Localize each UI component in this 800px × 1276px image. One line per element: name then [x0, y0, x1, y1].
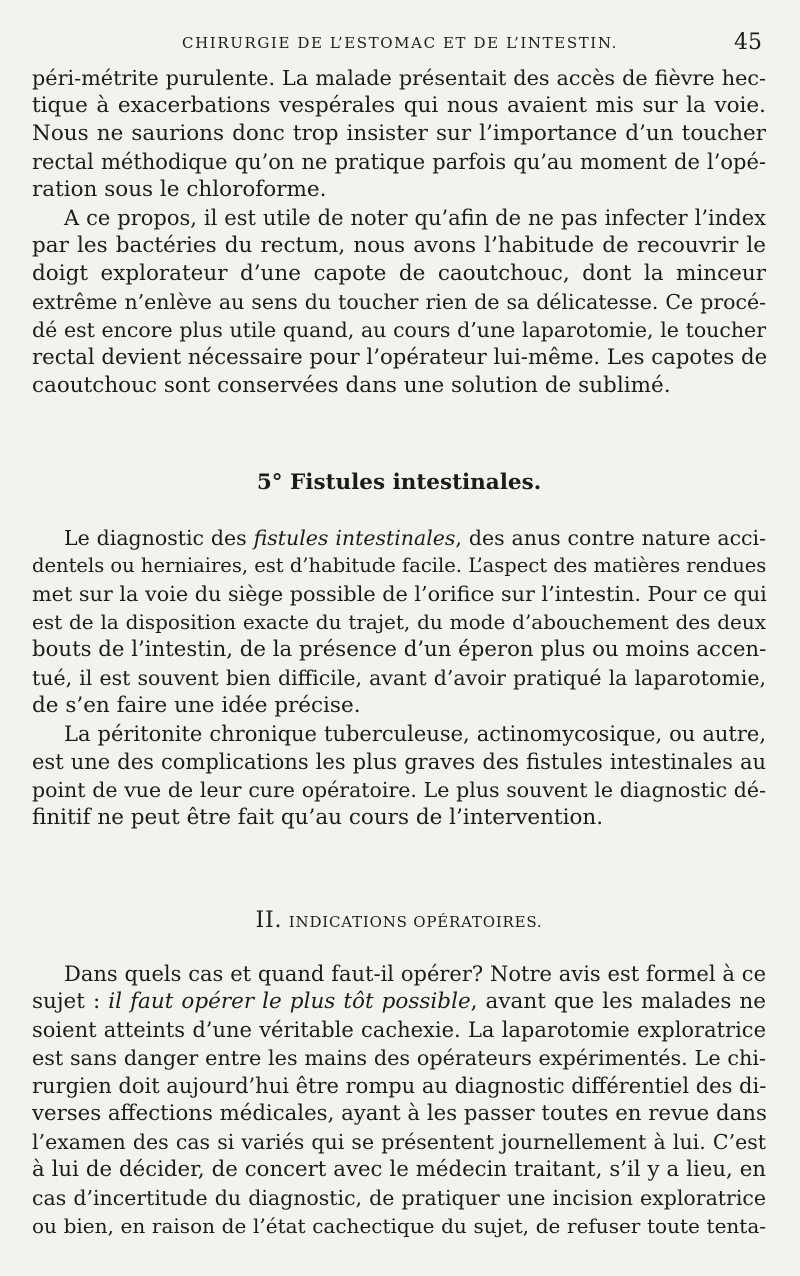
text-line	[32, 524, 766, 552]
section-number: 5°	[256, 470, 283, 495]
text-line: rectal devient nécessaire pour l’opérateur lui-même. Les capotes de	[32, 345, 768, 370]
text-line: l’examen des cas si variés qui se présentent journellement à lui. C’est	[32, 1130, 766, 1154]
text-line: ou bien, en raison de l’état cachectique du sujet, de refuser toute tenta-	[32, 1214, 766, 1238]
text-line: verses affections médicales, ayant à les passer toutes en revue dans	[32, 1101, 767, 1126]
paragraph-5	[32, 960, 766, 1240]
text-run: , des anus contre nature acci-	[455, 526, 767, 550]
running-head	[32, 30, 768, 56]
text-line: par les bactéries du rectum, nous avons l’habitude de recouvrir le	[32, 233, 766, 258]
text-line: soient atteints d’une véritable cachexie. La laparotomie exploratrice	[32, 1018, 766, 1042]
section-heading-indications	[32, 908, 766, 933]
text-line: point de vue de leur cure opératoire. Le plus souvent le diagnostic dé-	[32, 778, 766, 802]
italic-term: fistules intestinales	[253, 526, 456, 550]
text-line	[32, 988, 766, 1016]
section-title	[289, 913, 543, 931]
text-line: à lui de décider, de concert avec le médecin traitant, s’il y a lieu, en	[32, 1157, 766, 1182]
paragraph-1	[32, 64, 766, 204]
text-run: Le diagnostic des	[64, 526, 254, 550]
text-line: cas d’incertitude du diagnostic, de pratiquer une incision exploratrice	[32, 1186, 766, 1210]
text-line: finitif ne peut être fait qu’au cours de l’intervention.	[32, 805, 604, 830]
text-line: rectal méthodique qu’on ne pratique parfois qu’au moment de l’opé-	[32, 150, 766, 174]
text-run: sujet :	[32, 989, 109, 1014]
text-line: Nous ne saurions donc trop insister sur l’importance d’un toucher	[32, 121, 766, 146]
text-line: péri-métrite purulente. La malade présentait des accès de fièvre hec-	[32, 66, 766, 90]
text-line: rurgien doit aujourd’hui être rompu au diagnostic différentiel des di-	[32, 1074, 767, 1098]
paragraph-4	[32, 720, 766, 832]
text-run: NDICATIONS OPÉRATOIRES.	[295, 913, 543, 931]
text-line: de s’en faire une idée précise.	[32, 693, 361, 718]
text-line: ration sous le chloroforme.	[32, 177, 327, 202]
section-title: Fistules intestinales.	[290, 470, 542, 495]
text-line: est sans danger entre les mains des opérateurs expérimentés. Le chi-	[32, 1046, 766, 1070]
running-title: CHIRURGIE DE L’ESTOMAC ET DE L’INTESTIN.	[182, 34, 618, 52]
text-line: doigt explorateur d’une capote de caoutchouc, dont la minceur	[32, 261, 766, 286]
paragraph-2	[32, 204, 766, 400]
section-roman-numeral: II.	[255, 908, 283, 933]
text-line: dé est encore plus utile quand, au cours d’une laparotomie, le toucher	[32, 318, 766, 342]
text-line: est une des complications les plus graves des fistules intestinales au	[32, 750, 766, 774]
text-run: I	[288, 913, 296, 931]
text-line: met sur la voie du siège possible de l’orifice sur l’intestin. Pour ce qui	[32, 582, 767, 606]
text-line: extrême n’enlève au sens du toucher rien de sa délicatesse. Ce procé-	[32, 290, 766, 314]
text-line: La péritonite chronique tuberculeuse, actinomycosique, ou autre,	[64, 722, 766, 746]
section-heading-fistules	[32, 470, 766, 495]
text-line: est de la disposition exacte du trajet, du mode d’abouchement des deux	[32, 610, 766, 634]
paragraph-3	[32, 524, 766, 720]
italic-emphasis: il faut opérer le plus tôt possible	[108, 989, 471, 1014]
text-line: tué, il est souvent bien difficile, avant d’avoir pratiqué la laparotomie,	[32, 666, 766, 690]
text-line: dentels ou herniaires, est d’habitude facile. L’aspect des matières rendues	[32, 554, 767, 577]
text-run: , avant que les malades ne	[470, 989, 766, 1014]
text-line: caoutchouc sont conservées dans une solution de sublimé.	[32, 373, 671, 398]
text-line: Dans quels cas et quand faut-il opérer? Notre avis est formel à ce	[64, 962, 766, 986]
text-line: A ce propos, il est utile de noter qu’afin de ne pas infecter l’index	[64, 206, 766, 230]
text-line: bouts de l’intestin, de la présence d’un éperon plus ou moins accen-	[32, 637, 767, 662]
page-number: 45	[734, 30, 762, 55]
text-line: tique à exacerbations vespérales qui nous avaient mis sur la voie.	[32, 93, 766, 118]
